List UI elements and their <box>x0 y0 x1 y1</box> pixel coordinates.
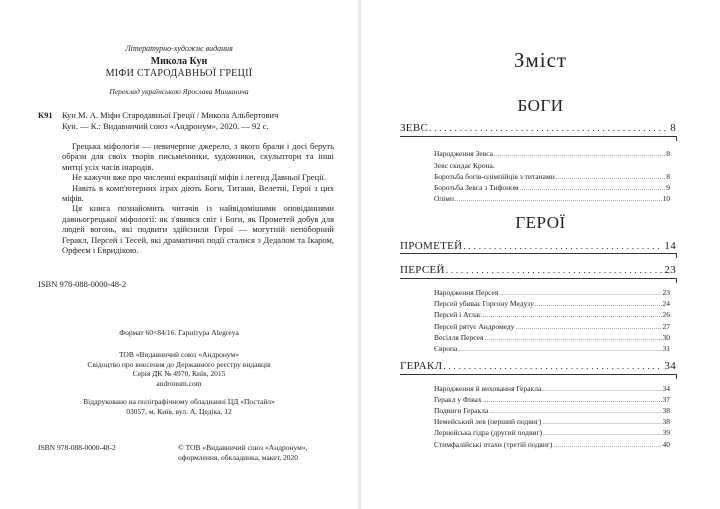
entry-page: 8 <box>666 172 670 181</box>
entry-title: Зевс скидає Крона. <box>434 161 495 170</box>
author-name: Микола Кун <box>150 56 208 67</box>
catalog-code: К91 <box>38 110 53 120</box>
abstract-paragraph: Грецька міфологія — невичерпне джерело, з якого брали і досі беруть образи для своїх творів письменники, художники, скульптори та інші митці усіх часів інародів. <box>62 141 334 172</box>
entry-page: 37 <box>662 395 670 404</box>
entry-title: Стимфалійські птахи (третій подвиг) <box>434 440 553 449</box>
toc-entry[interactable] <box>434 395 670 404</box>
chapter-title: ПРОМЕТЕЙ <box>400 240 463 252</box>
book-title: МІФИ СТАРОДАВНЬОЇ ГРЕЦІЇ <box>105 68 253 79</box>
section-heading-gods: БОГИ <box>517 96 564 115</box>
entry-page: 23 <box>662 288 670 297</box>
abstract-paragraph: Ця книга познайомить читачів із найвідомішими оповіданнями давньогрецької міфології: як з'явився світ і Боги, як Прометей добув для людей вогонь, які подвиги здійснили Герої — могутній непоборний Геракл, Персей і Тесей, які драматичні події сталися з Дедалом та Ікаром, Орфеєм і Евридікою. <box>62 203 334 256</box>
chapter-page: 34 <box>664 360 676 372</box>
entry-title: Геракл у Фівах <box>434 395 482 404</box>
entry-title: Подвиги Геракла <box>434 406 489 415</box>
chapter-title: ЗЕВС <box>400 122 429 134</box>
chapter-page: 23 <box>664 264 676 276</box>
toc-chapter-heracles[interactable] <box>400 360 676 372</box>
entry-page: 40 <box>662 440 670 449</box>
publisher-website: andronum.com <box>156 378 202 388</box>
toc-entry[interactable] <box>434 384 670 393</box>
leader-dots <box>542 387 661 393</box>
toc-entry[interactable] <box>434 344 670 353</box>
entry-page: 9 <box>666 183 670 192</box>
leader-dots <box>429 123 669 133</box>
chapter-rule <box>400 374 677 379</box>
publisher-line: ТОВ «Видавничий союз «Андронум» <box>118 350 240 359</box>
section-heading-heroes: ГЕРОЇ <box>515 213 566 232</box>
toc-entry[interactable] <box>434 183 670 192</box>
leader-dots <box>458 347 661 353</box>
entry-page: 30 <box>662 333 670 342</box>
toc-entry[interactable] <box>434 406 670 415</box>
copyright-line: © ТОВ «Видавничий союз «Андронум», <box>178 443 308 452</box>
chapter-page: 14 <box>664 240 676 252</box>
abstract-paragraph: Не кажучи вже про численні екранізації міфів і легенд Давньої Греції. <box>72 172 326 183</box>
printer-line: Віддруковано на поліграфічному обладнанні ЦД «Постайл» <box>83 397 275 406</box>
entry-title: Персей рятує Андромеду <box>434 322 515 331</box>
chapter-rule <box>400 136 677 141</box>
leader-dots <box>520 186 666 192</box>
bibliographic-line: Кун. — К.: Видавничий союз «Андронум», 2020. — 92 с. <box>62 121 269 131</box>
leader-dots <box>535 302 662 308</box>
toc-page <box>361 0 720 509</box>
leader-dots <box>556 175 666 181</box>
entry-title: Персей і Атлас <box>434 310 482 319</box>
publisher-line: Свідоцтво про внесення до Державного реєстру видавців <box>87 359 271 369</box>
toc-entry[interactable] <box>434 288 670 297</box>
isbn: ISBN 978-088-0000-48-2 <box>38 279 127 289</box>
publisher-info <box>0 350 358 388</box>
entry-title: Персей убиває Горгону Медузу <box>434 299 534 308</box>
leader-dots <box>494 152 665 158</box>
entry-page: 39 <box>662 428 670 437</box>
leader-dots <box>542 420 661 426</box>
entry-page: 26 <box>662 310 670 319</box>
entry-page: 38 <box>662 417 670 426</box>
entry-title: Лернейська гідра (другий подвиг) <box>434 428 543 437</box>
leader-dots <box>455 197 661 203</box>
toc-entry[interactable] <box>434 322 670 331</box>
leader-dots <box>499 291 661 297</box>
bibliographic-record <box>62 110 332 132</box>
imprint-page <box>0 0 358 509</box>
leader-dots <box>463 241 663 251</box>
leader-dots <box>553 443 661 449</box>
leader-dots <box>443 361 663 371</box>
footer-isbn: ISBN 978-088-0000-48-2 <box>38 443 116 452</box>
toc-chapter-zeus[interactable] <box>400 122 676 134</box>
series-label: Літературно-художнє видання <box>125 44 233 53</box>
chapter-title: ГЕРАКЛ <box>400 360 443 372</box>
toc-title: Зміст <box>513 48 568 72</box>
leader-dots <box>543 431 661 437</box>
toc-entry[interactable] <box>434 440 670 449</box>
entry-title: Немейський лев (перший подвиг) <box>434 417 542 426</box>
format-line: Формат 60×84/16. Гарнітура Alegreya <box>119 328 239 337</box>
chapter-rule <box>400 253 677 258</box>
entry-title: Народження Зевса <box>434 149 493 158</box>
leader-dots <box>516 325 662 331</box>
entry-page: 10 <box>662 194 670 203</box>
toc-entry[interactable] <box>434 428 670 437</box>
entry-page: 31 <box>662 344 670 353</box>
toc-entry[interactable] <box>434 161 670 170</box>
translator-credit: Переклад українською Ярослава Мишанича <box>109 87 249 96</box>
toc-entry[interactable] <box>434 417 670 426</box>
entry-title: Європа <box>434 344 458 353</box>
chapter-rule <box>400 278 677 283</box>
leader-dots <box>483 398 662 404</box>
toc-chapter-prometheus[interactable] <box>400 240 676 252</box>
leader-dots <box>446 265 664 275</box>
abstract-paragraph: Навіть в комп'ютерних іграх діють Боги, Титани, Велетні, Герої з цих міфів. <box>62 182 334 204</box>
printer-line: 03057, м. Київ, вул. А. Цедіка, 12 <box>126 407 232 416</box>
leader-dots <box>483 313 662 319</box>
chapter-page: 8 <box>670 122 676 134</box>
toc-entry[interactable] <box>434 310 670 319</box>
entry-title: Народження й виховання Геракла <box>434 384 542 393</box>
entry-page: 38 <box>662 406 670 415</box>
entry-title: Олімп <box>434 194 455 203</box>
printer-info <box>0 397 358 417</box>
toc-chapter-perseus[interactable] <box>400 264 676 276</box>
copyright-line: оформлення, обкладинка, макет, 2020 <box>178 453 299 462</box>
chapter-title: ПЕРСЕЙ <box>400 264 445 276</box>
toc-entry[interactable] <box>434 299 670 308</box>
entry-page: 27 <box>662 322 670 331</box>
entry-title: Весілля Персея <box>434 333 484 342</box>
abstract <box>62 141 334 255</box>
toc-entry[interactable] <box>434 172 670 181</box>
entry-title: Народження Персея <box>434 288 499 297</box>
entry-title: Боротьба богів-олімпійців з титанами <box>434 172 555 181</box>
leader-dots <box>489 409 661 415</box>
toc-entry[interactable] <box>434 194 670 203</box>
entry-title: Боротьба Зевса з Тифоном <box>434 183 519 192</box>
toc-entry[interactable] <box>434 149 670 158</box>
toc-entry[interactable] <box>434 333 670 342</box>
bibliographic-line: Кун М. А. Міфи Стародавньої Греції / Микола Альбертович <box>62 110 279 120</box>
copyright <box>178 443 308 463</box>
entry-page: 8 <box>666 149 670 158</box>
entry-page: 24 <box>662 299 670 308</box>
entry-page: 34 <box>662 384 670 393</box>
leader-dots <box>484 336 661 342</box>
publisher-line: Серія ДК № 4970, Київ, 2015 <box>132 369 226 379</box>
